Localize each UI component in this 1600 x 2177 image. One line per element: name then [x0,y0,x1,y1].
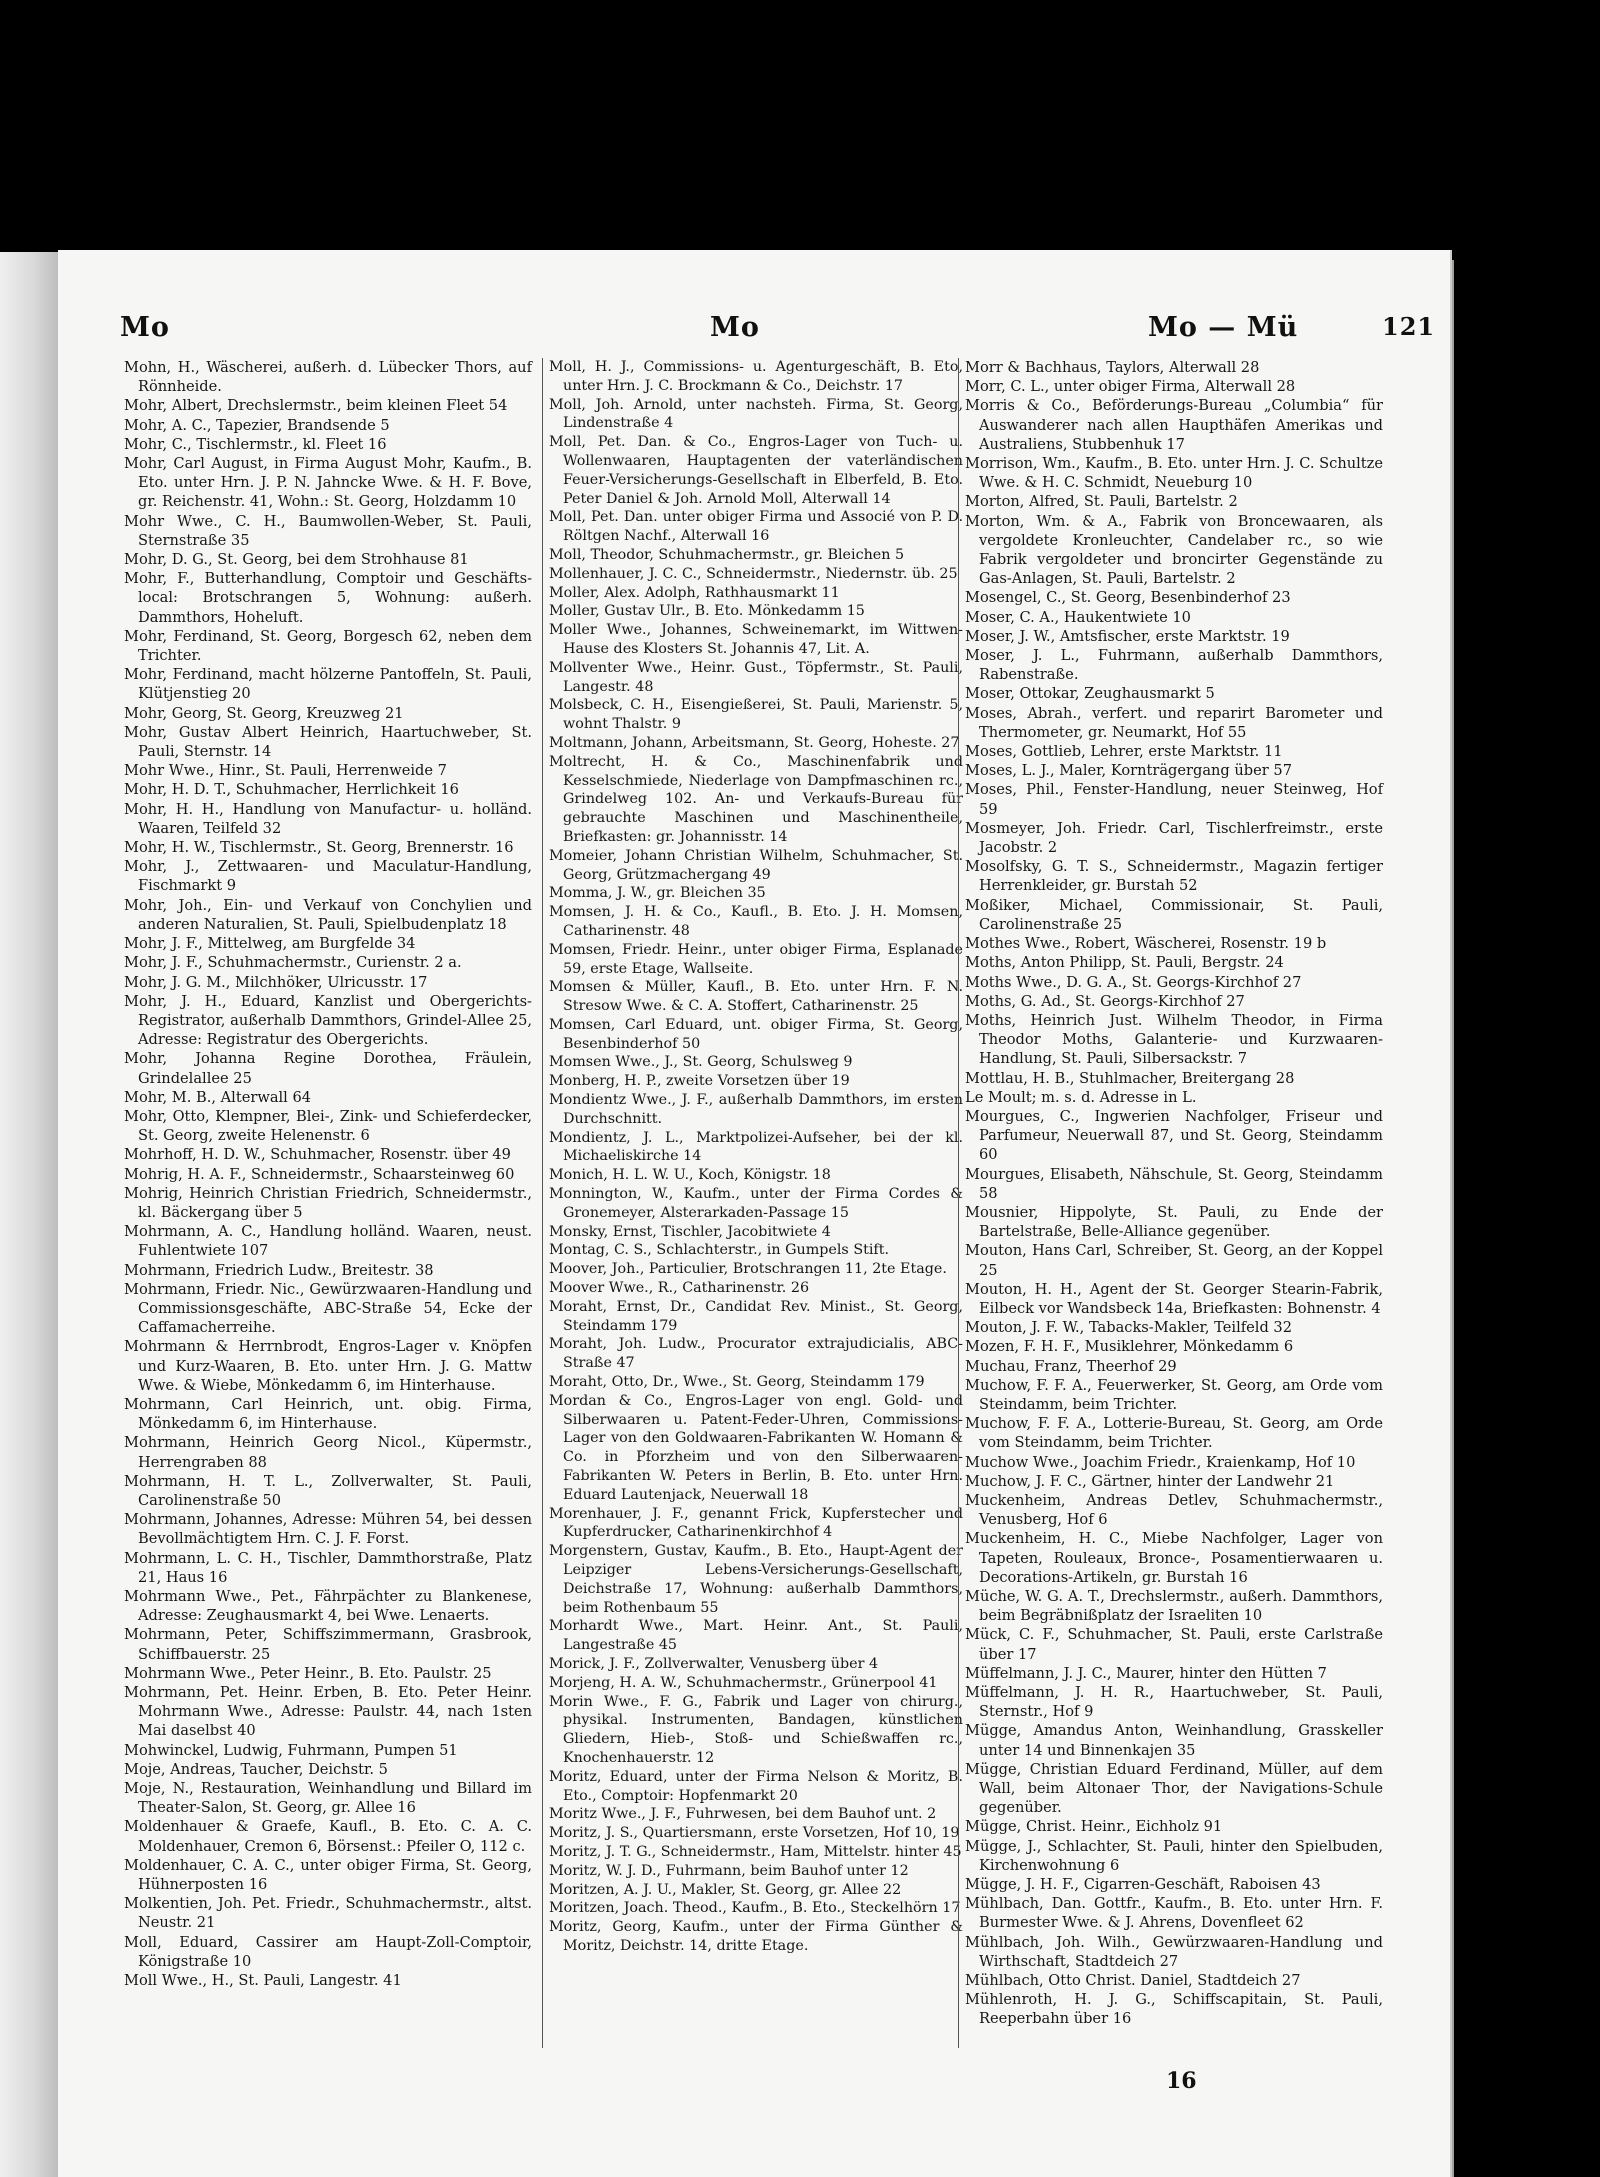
directory-entry: Mohr Wwe., C. H., Baumwollen-Weber, St. Pauli, Sternstraße 35 [124,512,532,549]
directory-entry: Mühlbach, Joh. Wilh., Gewürzwaaren-Handlung und Wirthschaft, Stadtdeich 27 [965,1933,1383,1970]
directory-entry: Moll, Joh. Arnold, unter nachsteh. Firma, St. Georg, Lindenstraße 4 [549,396,963,432]
directory-entry: Morr & Bachhaus, Taylors, Alterwall 28 [965,359,1260,376]
directory-entry: Momsen Wwe., J., St. Georg, Schulsweg 9 [549,1054,853,1071]
directory-entry: Mousnier, Hippolyte, St. Pauli, zu Ende der Bartelstraße, Belle-Alliance gegenüber. [965,1203,1383,1241]
directory-entry: Mouton, H. H., Agent der St. Georger Stearin-Fabrik, Eilbeck vor Wandsbeck 14a, Briefkasten: Bohnenstr. 4 [965,1280,1383,1317]
directory-entry: Monich, H. L. W. U., Koch, Königstr. 18 [549,1167,831,1184]
directory-entry: Moll, Theodor, Schuhmachermstr., gr. Bleichen 5 [549,546,905,563]
directory-entry: Mohr, H. W., Tischlermstr., St. Georg, Brennerstr. 16 [124,839,514,857]
directory-entry: Mohrmann & Herrnbrodt, Engros-Lager v. Knöpfen und Kurz-Waaren, B. Eto. unter Hrn. J. G. Mattw Wwe. & Wiebe, Mönkedamm 6, im Hinterhause. [124,1338,532,1394]
directory-entry: Momsen, Friedr. Heinr., unter obiger Firma, Esplanade 59, erste Etage, Wallseite. [549,941,963,977]
directory-entry: Moses, Abrah., verfert. und reparirt Barometer und Thermometer, gr. Neumarkt, Hof 55 [965,704,1383,741]
directory-entry: Mothes Wwe., Robert, Wäscherei, Rosenstr. 19 b [965,935,1327,953]
directory-entry: Moover, Joh., Particulier, Brotschrangen 11, 2te Etage. [549,1261,947,1278]
directory-entry: Moses, Phil., Fenster-Handlung, neuer Steinweg, Hof 59 [965,781,1383,818]
directory-entry: Mohr, Joh., Ein- und Verkauf von Conchylien und anderen Naturalien, St. Pauli, Spielbudenplatz 18 [124,896,532,933]
directory-entry: Momsen, J. H. & Co., Kaufl., B. Eto. J. H. Momsen, Catharinenstr. 48 [549,904,963,939]
directory-entry: Mohrmann, Friedr. Nic., Gewürzwaaren-Handlung und Commissionsgeschäfte, ABC-Straße 54, Ecke der Caffamacherreihe. [124,1280,532,1337]
directory-entry: Mohrmann, L. C. H., Tischler, Dammthorstraße, Platz 21, Haus 16 [124,1549,532,1586]
directory-entry: Mohr, Carl August, in Firma August Mohr, Kaufm., B. Eto. unter Hrn. J. P. N. Jahncke Wwe. & H. F. Bove, gr. Reichenstr. 41, Wohn.: St. Georg, Holzdamm 10 [124,455,532,511]
directory-entry: Momsen & Müller, Kaufl., B. Eto. unter Hrn. F. N. Stresow Wwe. & C. A. Stoffert, Catharinenstr. 25 [549,979,963,1015]
directory-entry: Mollenhauer, J. C. C., Schneidermstr., Niedernstr. üb. 25 [549,565,958,582]
directory-entry: Morick, J. F., Zollverwalter, Venusberg über 4 [549,1655,879,1672]
directory-entry: Moller Wwe., Johannes, Schweinemarkt, im Wittwen-Hause des Klosters St. Johannis 47, Lit. A. [549,622,963,657]
directory-entry: Mühlbach, Dan. Gottfr., Kaufm., B. Eto. unter Hrn. F. Burmester Wwe. & J. Ahrens, Dovenfleet 62 [965,1895,1383,1932]
directory-entry: Molkentien, Joh. Pet. Friedr., Schuhmachermstr., altst. Neustr. 21 [124,1895,532,1932]
directory-entry: Mohr, H. D. T., Schuhmacher, Herrlichkeit 16 [124,781,459,799]
directory-entry: Morton, Wm. & A., Fabrik von Broncewaaren, als vergoldete Kronleuchter, Candelaber rc., so wie Fabrik vergoldeter und broncirter Gegenstände zu Gas-Anlagen, St. Pauli, Bartelstr. 2 [965,512,1383,588]
directory-entry: Mügge, Christian Eduard Ferdinand, Müller, auf dem Wall, beim Altonaer Thor, der Navigations-Schule gegenüber. [965,1760,1383,1817]
directory-entry: Mohrmann Wwe., Pet., Fährpächter zu Blankenese, Adresse: Zeughausmarkt 4, bei Wwe. Lenaerts. [124,1588,532,1625]
header-right: Mo — Mü [1148,312,1299,343]
directory-entry: Moser, J. W., Amtsfischer, erste Marktstr. 19 [965,627,1290,645]
directory-entry: Muchow Wwe., Joachim Friedr., Kraienkamp, Hof 10 [965,1453,1356,1471]
directory-entry: Morrison, Wm., Kaufm., B. Eto. unter Hrn. J. C. Schultze Wwe. & H. C. Schmidt, Neueburg 10 [965,455,1383,492]
directory-entry: Moller, Gustav Ulr., B. Eto. Mönkedamm 15 [549,603,865,620]
directory-entry: Moraht, Ernst, Dr., Candidat Rev. Minist., St. Georg, Steindamm 179 [549,1298,963,1334]
directory-entry: Morenhauer, J. F., genannt Frick, Kupferstecher und Kupferdrucker, Catharinenkirchhof 4 [549,1505,963,1541]
directory-entry: Mohr, Gustav Albert Heinrich, Haartuchweber, St. Pauli, Sternstr. 14 [124,723,532,761]
directory-entry: Moritz, Georg, Kaufm., unter der Firma Günther & Moritz, Deichstr. 14, dritte Etage. [549,1919,963,1954]
directory-entry: Mohr, Ferdinand, macht hölzerne Pantoffeln, St. Pauli, Klütjenstieg 20 [124,666,532,703]
directory-entry: Mohr, C., Tischlermstr., kl. Fleet 16 [124,435,387,453]
directory-entry: Moritz, J. T. G., Schneidermstr., Ham, Mittelstr. hinter 45 [549,1843,962,1860]
directory-entry: Mohrmann, Johannes, Adresse: Mühren 54, bei dessen Bevollmächtigtem Hrn. C. J. F. Forst. [124,1511,532,1548]
directory-entry: Mohrmann Wwe., Peter Heinr., B. Eto. Paulstr. 25 [124,1664,492,1682]
directory-entry: Molsbeck, C. H., Eisengießerei, St. Pauli, Marienstr. 5, wohnt Thalstr. 9 [549,697,963,733]
directory-entry: Moldenhauer, C. A. C., unter obiger Firma, St. Georg, Hühnerposten 16 [124,1856,532,1894]
header-middle: Mo [710,312,760,343]
running-header [120,312,1436,352]
directory-entry: Moths, Heinrich Just. Wilhelm Theodor, in Firma Theodor Moths, Galanterie- und Kurzwaaren-Handlung, St. Pauli, Silbersackstr. 7 [965,1011,1383,1068]
directory-entry: Mohr, F., Butterhandlung, Comptoir und Geschäfts-local: Brotschrangen 5, Wohnung: außerh. Dammthors, Hoheluft. [124,570,532,626]
directory-entry: Momma, J. W., gr. Bleichen 35 [549,885,766,902]
directory-entry: Mouton, J. F. W., Tabacks-Makler, Teilfeld 32 [965,1319,1292,1337]
directory-entry: Mosengel, C., St. Georg, Besenbinderhof 23 [965,589,1291,607]
directory-entry: Mohrhoff, H. D. W., Schuhmacher, Rosenstr. über 49 [124,1146,511,1164]
directory-entry: Moll, Pet. Dan. unter obiger Firma und Associé von P. D. Röltgen Nachf., Alterwall 16 [549,509,963,545]
directory-entry: Moltrecht, H. & Co., Maschinenfabrik und Kesselschmiede, Niederlage von Dampfmaschinen rc., Grindelweg 102. An- und Verkaufs-Bureau für gebrauchte Maschinen und Maschinentheile, Briefkasten: gr. Johannisstr. 14 [549,753,963,845]
directory-entry: Mourgues, C., Ingwerien Nachfolger, Friseur und Parfumeur, Neuerwall 87, und St. Georg, Steindamm 60 [965,1107,1383,1164]
directory-entry: Moll Wwe., H., St. Pauli, Langestr. 41 [124,1972,402,1990]
directory-entry: Moses, L. J., Maler, Kornträgergang über 57 [965,762,1292,780]
directory-entry: Müche, W. G. A. T., Drechslermstr., außerh. Dammthors, beim Begräbnißplatz der Israeliten 10 [965,1588,1383,1625]
directory-entry: Mohr Wwe., Hinr., St. Pauli, Herrenweide 7 [124,762,447,780]
column-3 [958,358,1383,2048]
directory-entry: Morton, Alfred, St. Pauli, Bartelstr. 2 [965,493,1238,511]
directory-entry: Morgenstern, Gustav, Kaufm., B. Eto., Haupt-Agent der Leipziger Lebens-Versicherungs-Gesellschaft, Deichstraße 17, Wohnung: außerhalb Dammthors, beim Rothenbaum 55 [549,1543,963,1616]
directory-entry: Mühlenroth, H. J. G., Schiffscapitain, St. Pauli, Reeperbahn über 16 [965,1991,1383,2028]
directory-entry: Moover Wwe., R., Catharinenstr. 26 [549,1280,810,1297]
directory-entry: Mohr, A. C., Tapezier, Brandsende 5 [124,416,390,434]
directory-entry: Moller, Alex. Adolph, Rathhausmarkt 11 [549,584,840,601]
directory-entry: Mohn, H., Wäscherei, außerh. d. Lübecker Thors, auf Rönnheide. [124,359,532,396]
directory-entry: Mohrig, Heinrich Christian Friedrich, Schneidermstr., kl. Bäckergang über 5 [124,1184,532,1221]
directory-entry: Monnington, W., Kaufm., unter der Firma Cordes & Gronemeyer, Alsterarkaden-Passage 15 [549,1186,963,1221]
directory-entry: Moll, Pet. Dan. & Co., Engros-Lager von Tuch- u. Wollenwaaren, Hauptagenten der vaterländischen Feuer-Versicherungs-Gesellschaft in Elberfeld, B. Eto. Peter Daniel & Joh. Arnold Moll, Alterwall 14 [549,434,963,507]
directory-entry: Montag, C. S., Schlachterstr., in Gumpels Stift. [549,1242,890,1259]
header-left: Mo [120,312,170,343]
directory-entry: Monsky, Ernst, Tischler, Jacobitwiete 4 [549,1223,831,1240]
directory-entry: Moths Wwe., D. G. A., St. Georgs-Kirchhof 27 [965,973,1302,991]
directory-entry: Mohrmann, Heinrich Georg Nicol., Küpermstr., Herrengraben 88 [124,1434,532,1471]
directory-entry: Mohr, Ferdinand, St. Georg, Borgesch 62, neben dem Trichter. [124,627,532,665]
directory-entry: Moser, J. L., Fuhrmann, außerhalb Dammthors, Rabenstraße. [965,647,1383,684]
directory-entry: Morr, C. L., unter obiger Firma, Alterwall 28 [965,378,1296,396]
directory-entry: Mügge, J., Schlachter, St. Pauli, hinter den Spielbuden, Kirchenwohnung 6 [965,1837,1383,1874]
directory-entry: Moldenhauer & Graefe, Kaufl., B. Eto. C. A. C. Moldenhauer, Cremon 6, Börsenst.: Pfeiler O, 112 c. [124,1818,532,1855]
directory-entry: Le Moult; m. s. d. Adresse in L. [965,1088,1197,1106]
signature-mark: 16 [1166,2068,1197,2094]
directory-entry: Mohrmann, A. C., Handlung holländ. Waaren, neust. Fuhlentwiete 107 [124,1223,532,1260]
directory-entry: Mohr, H. H., Handlung von Manufactur- u. holländ. Waaren, Teilfeld 32 [124,800,532,837]
directory-entry: Morris & Co., Beförderungs-Bureau „Columbia“ für Auswanderer nach allen Haupthäfen Amerikas und Australiens, Stubbenhuk 17 [965,397,1383,453]
directory-entry: Moll, Eduard, Cassirer am Haupt-Zoll-Comptoir, Königstraße 10 [124,1933,532,1970]
directory-entry: Moritz, J. S., Quartiersmann, erste Vorsetzen, Hof 10, 19 [549,1825,960,1842]
directory-entry: Moths, Anton Philipp, St. Pauli, Bergstr. 24 [965,954,1284,972]
directory-entry: Monberg, H. P., zweite Vorsetzen über 19 [549,1073,850,1090]
directory-entry: Moltmann, Johann, Arbeitsmann, St. Georg, Hoheste. 27 [549,734,960,751]
directory-entry: Mosmeyer, Joh. Friedr. Carl, Tischlerfreimstr., erste Jacobstr. 2 [965,819,1383,857]
directory-entry: Momeier, Johann Christian Wilhelm, Schuhmacher, St. Georg, Grützmachergang 49 [549,847,963,883]
directory-entry: Müffelmann, J. H. R., Haartuchweber, St. Pauli, Sternstr., Hof 9 [965,1684,1383,1721]
directory-entry: Mouton, Hans Carl, Schreiber, St. Georg, an der Koppel 25 [965,1242,1383,1279]
directory-entry: Muchow, F. F. A., Feuerwerker, St. Georg, am Orde vom Steindamm, beim Trichter. [965,1376,1383,1413]
directory-entry: Mohrmann, H. T. L., Zollverwalter, St. Pauli, Carolinenstraße 50 [124,1472,532,1509]
directory-entry: Mohr, D. G., St. Georg, bei dem Strohhause 81 [124,551,469,569]
directory-entry: Müffelmann, J. J. C., Maurer, hinter den Hütten 7 [965,1664,1327,1682]
directory-entry: Mohr, J. F., Schuhmachermstr., Curienstr. 2 a. [124,954,462,972]
directory-entry: Mohrmann, Peter, Schiffszimmermann, Grasbrook, Schiffbauerstr. 25 [124,1626,532,1663]
directory-entry: Moßiker, Michael, Commissionair, St. Pauli, Carolinenstraße 25 [965,896,1383,933]
directory-entry: Mohr, Albert, Drechslermstr., beim kleinen Fleet 54 [124,397,508,415]
directory-entry: Muckenheim, H. C., Miebe Nachfolger, Lager von Tapeten, Rouleaux, Bronce-, Posamentierwaaren u. Decorations-Artikeln, gr. Burstah 16 [965,1530,1383,1586]
directory-entry: Moser, Ottokar, Zeughausmarkt 5 [965,685,1215,703]
directory-entry: Morhardt Wwe., Mart. Heinr. Ant., St. Pauli, Langestraße 45 [549,1618,963,1654]
directory-entry: Mück, C. F., Schuhmacher, St. Pauli, erste Carlstraße über 17 [965,1626,1383,1663]
directory-entry: Mollventer Wwe., Heinr. Gust., Töpfermstr., St. Pauli, Langestr. 48 [549,659,963,695]
directory-entry: Moje, Andreas, Taucher, Deichstr. 5 [124,1760,388,1778]
directory-entry: Mohwinckel, Ludwig, Fuhrmann, Pumpen 51 [124,1741,458,1759]
previous-page-edge [0,252,58,2177]
directory-entry: Mohrmann, Friedrich Ludw., Breitestr. 38 [124,1261,434,1279]
directory-entry: Moritz, Eduard, unter der Firma Nelson & Moritz, B. Eto., Comptoir: Hopfenmarkt 20 [549,1768,963,1804]
directory-entry: Mourgues, Elisabeth, Nähschule, St. Georg, Steindamm 58 [965,1165,1383,1202]
directory-entry: Mühlbach, Otto Christ. Daniel, Stadtdeich 27 [965,1972,1301,1990]
directory-entry: Mohr, J., Zettwaaren- und Maculatur-Handlung, Fischmarkt 9 [124,858,532,895]
directory-entry: Morin Wwe., F. G., Fabrik und Lager von chirurg., physikal. Instrumenten, Bandagen, künstlichen Gliedern, Hieb-, Stoß- und Schießwaffen rc., Knochenhauerstr. 12 [549,1693,963,1766]
directory-entry: Moritz, W. J. D., Fuhrmann, beim Bauhof unter 12 [549,1862,909,1879]
directory-entry: Moses, Gottlieb, Lehrer, erste Marktstr. 11 [965,743,1283,761]
directory-entry: Mondientz Wwe., J. F., außerhalb Dammthors, im ersten Durchschnitt. [549,1092,963,1127]
directory-entry: Morjeng, H. A. W., Schuhmachermstr., Grünerpool 41 [549,1674,938,1691]
directory-entry: Mozen, F. H. F., Musiklehrer, Mönkedamm 6 [965,1338,1294,1356]
directory-entry: Muchow, F. F. A., Lotterie-Bureau, St. Georg, am Orde vom Steindamm, beim Trichter. [965,1415,1383,1452]
directory-entry: Mordan & Co., Engros-Lager von engl. Gold- und Silberwaaren u. Patent-Feder-Uhren, Commissions-Lager von den Goldwaaren-Fabrikanten W. Homann & Co. in Pforzheim und von den Silberwaaren-Fabrikanten W. Peters in Berlin, B. Eto. unter Hrn. Eduard Lautenjack, Neuerwall 18 [549,1392,963,1503]
column-1 [124,358,532,1990]
directory-entry: Mohr, Otto, Klempner, Blei-, Zink- und Schieferdecker, St. Georg, zweite Helenenstr. 6 [124,1107,532,1145]
directory-entry: Mondientz, J. L., Marktpolizei-Aufseher, bei der kl. Michaeliskirche 14 [549,1129,963,1165]
directory-entry: Moritz Wwe., J. F., Fuhrwesen, bei dem Bauhof unt. 2 [549,1806,937,1823]
directory-page [58,250,1450,2177]
directory-entry: Muckenheim, Andreas Detlev, Schuhmachermstr., Venusberg, Hof 6 [965,1491,1383,1529]
directory-entry: Mottlau, H. B., Stuhlmacher, Breitergang 28 [965,1069,1295,1087]
directory-entry: Mosolfsky, G. T. S., Schneidermstr., Magazin fertiger Herrenkleider, gr. Burstah 52 [965,858,1383,895]
directory-entry: Muchau, Franz, Theerhof 29 [965,1357,1177,1375]
directory-entry: Moritzen, A. J. U., Makler, St. Georg, gr. Allee 22 [549,1881,902,1898]
directory-entry: Mohr, J. G. M., Milchhöker, Ulricusstr. 17 [124,973,428,991]
directory-entry: Mügge, Amandus Anton, Weinhandlung, Grasskeller unter 14 und Binnenkajen 35 [965,1722,1383,1759]
directory-entry: Mohr, J. H., Eduard, Kanzlist und Obergerichts-Registrator, außerhalb Dammthors, Grindel-Allee 25, Adresse: Registratur des Obergerichts. [124,992,532,1049]
directory-entry: Moraht, Joh. Ludw., Procurator extrajudicialis, ABC-Straße 47 [549,1336,963,1372]
directory-entry: Momsen, Carl Eduard, unt. obiger Firma, St. Georg, Besenbinderhof 50 [549,1016,963,1052]
directory-entry: Mohr, J. F., Mittelweg, am Burgfelde 34 [124,935,416,953]
directory-entry: Moths, G. Ad., St. Georgs-Kirchhof 27 [965,992,1245,1010]
directory-entry: Mohr, Georg, St. Georg, Kreuzweg 21 [124,704,404,722]
directory-entry: Mohrmann, Carl Heinrich, unt. obig. Firma, Mönkedamm 6, im Hinterhause. [124,1395,532,1433]
column-2 [542,358,963,2048]
directory-entry: Mohrmann, Pet. Heinr. Erben, B. Eto. Peter Heinr. Mohrmann Wwe., Adresse: Paulstr. 44, nach 1sten Mai daselbst 40 [124,1684,532,1740]
directory-entry: Mohrig, H. A. F., Schneidermstr., Schaarsteinweg 60 [124,1165,515,1183]
directory-entry: Mohr, M. B., Alterwall 64 [124,1088,312,1106]
directory-entry: Moje, N., Restauration, Weinhandlung und Billard im Theater-Salon, St. Georg, gr. Allee 16 [124,1780,532,1817]
directory-entry: Moraht, Otto, Dr., Wwe., St. Georg, Steindamm 179 [549,1374,925,1391]
directory-entry: Moll, H. J., Commissions- u. Agenturgeschäft, B. Eto, unter Hrn. J. C. Brockmann & Co., Deichstr. 17 [549,359,963,394]
directory-entry: Mügge, Christ. Heinr., Eichholz 91 [965,1818,1223,1836]
directory-entry: Muchow, J. F. C., Gärtner, hinter der Landwehr 21 [965,1472,1335,1490]
directory-entry: Moritzen, Joach. Theod., Kaufm., B. Eto., Steckelhörn 17 [549,1900,961,1917]
page-number: 121 [1382,312,1436,341]
directory-entry: Mohr, Johanna Regine Dorothea, Fräulein, Grindelallee 25 [124,1050,532,1087]
directory-entry: Moser, C. A., Haukentwiete 10 [965,608,1191,626]
directory-entry: Mügge, J. H. F., Cigarren-Geschäft, Raboisen 43 [965,1876,1321,1894]
